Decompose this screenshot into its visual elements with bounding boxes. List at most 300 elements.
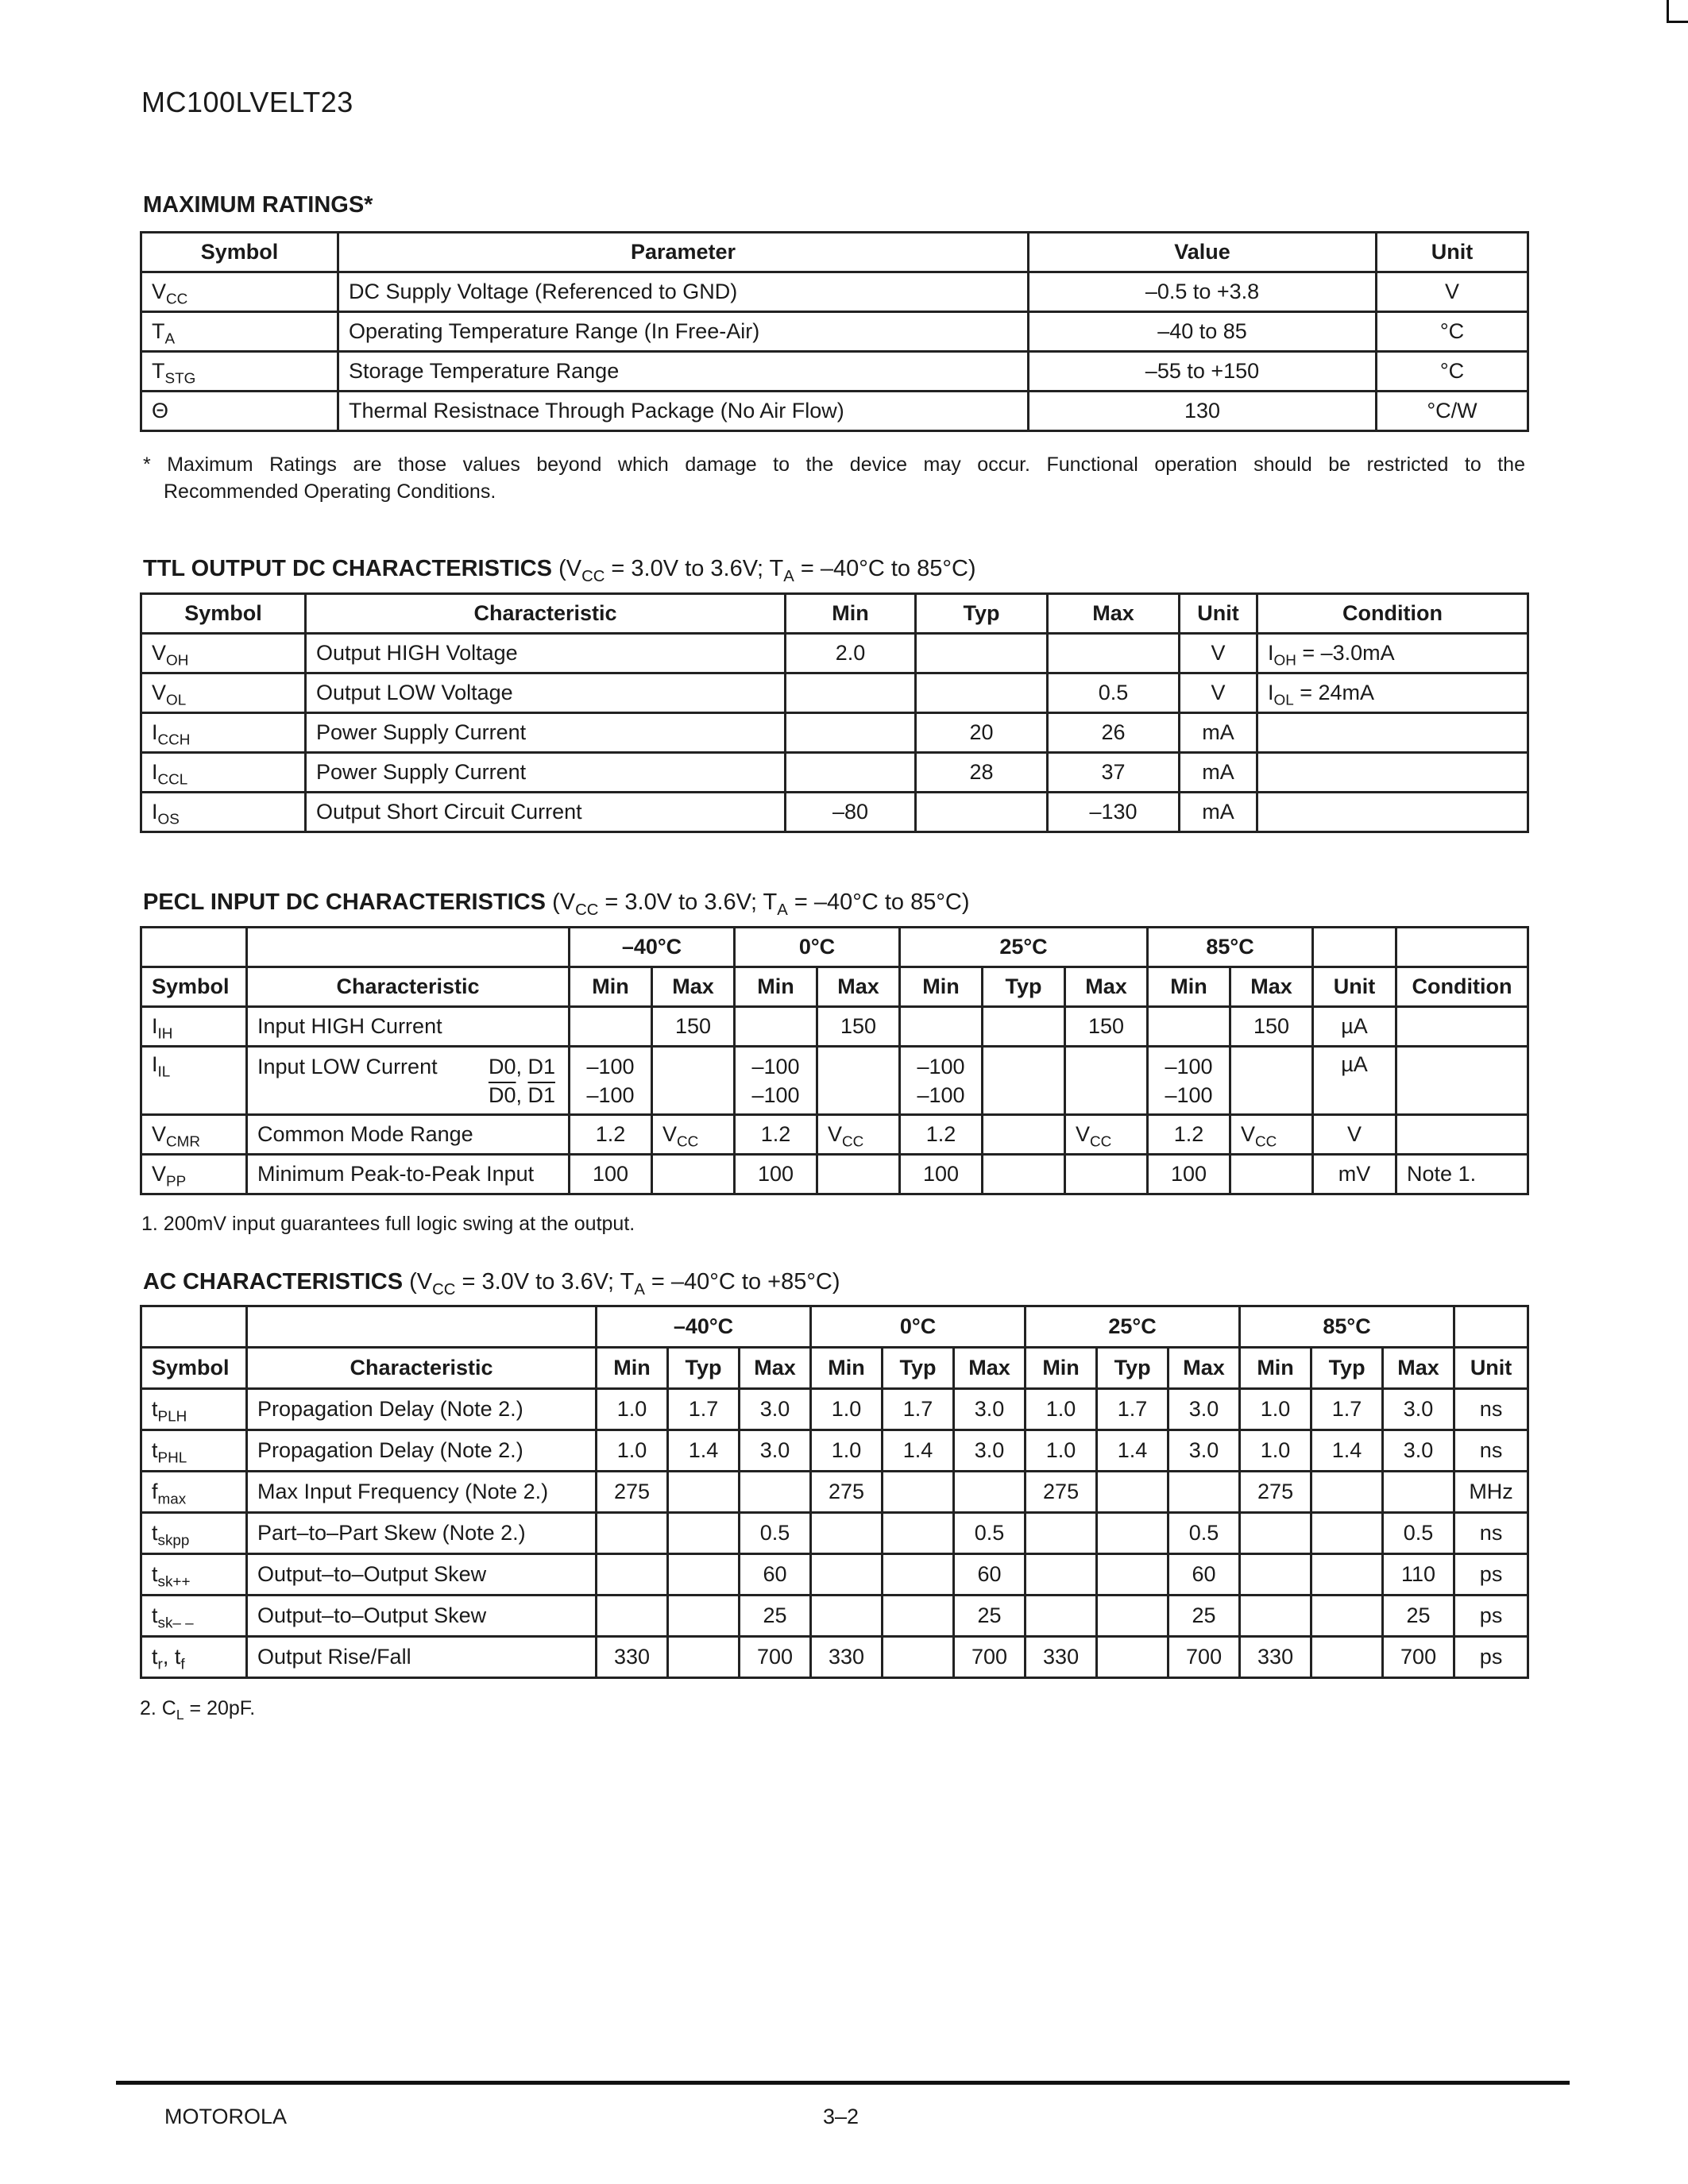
pecl-conditions: ($V_{CC} = 3.0V$ to 3.6V; $T_A = -40^\circ C$ to 85°C) (552, 889, 970, 920)
unit-cell: ns (1454, 1389, 1528, 1430)
unit-cell: mA (1180, 713, 1257, 753)
typ-cell (1311, 1596, 1383, 1637)
table-row (141, 272, 1528, 312)
min-cell: 1.2 (735, 1115, 817, 1155)
symbol-letter: t (152, 1603, 158, 1627)
col-header-min: Min (811, 1348, 883, 1389)
symbol-subscript: STG (164, 370, 196, 388)
col-header-characteristic: Characteristic (247, 967, 570, 1007)
typ-cell (883, 1637, 954, 1678)
unit-cell: mA (1180, 793, 1257, 832)
typ-cell (883, 1596, 954, 1637)
col-header-symbol: Symbol (141, 233, 338, 272)
max-cell: 26 (1048, 713, 1180, 753)
typ-cell: 1.7 (1311, 1389, 1383, 1430)
table-row (141, 1115, 1528, 1155)
table-row (141, 1155, 1528, 1194)
blank-cell (1454, 1306, 1528, 1348)
max-cell: 0.5 (1168, 1513, 1240, 1554)
min-cell: 1.0 (1026, 1389, 1097, 1430)
min-cell (1240, 1596, 1311, 1637)
condition-cell: $I_{OH} = -3.0mA$ (1257, 634, 1528, 673)
col-header-min: Min (597, 1348, 668, 1389)
ac-conditions: ($V_{CC} = 3.0V$ to 3.6V; $T_A = -40^\circ C$ to +85°C) (409, 1269, 840, 1299)
characteristic-cell: Input HIGH Current (247, 1007, 570, 1047)
condition-cell: $I_{OL} = 24mA$ (1257, 673, 1528, 713)
symbol-letter: t (152, 1521, 158, 1545)
symbol-subscript: CC (1090, 1133, 1112, 1151)
max-cell: 0.5 (740, 1513, 811, 1554)
min-cell: 1.0 (811, 1430, 883, 1472)
table-header-row (141, 967, 1528, 1007)
temp-header-row (141, 1306, 1528, 1348)
min-cell: 1.2 (1148, 1115, 1230, 1155)
blank-cell (1396, 928, 1528, 967)
footer-page-number: 3–2 (823, 2105, 859, 2128)
min-cell: 330 (811, 1637, 883, 1678)
max-cell: 150 (817, 1007, 900, 1047)
min-cell (597, 1554, 668, 1596)
symbol-letter: V (152, 1122, 167, 1146)
col-header-max: Max (1048, 594, 1180, 634)
col-header-min: Min (735, 967, 817, 1007)
blank-cell (141, 928, 247, 967)
max-cell: 150 (1065, 1007, 1148, 1047)
symbol-letter: I (152, 800, 158, 824)
unit-cell: V (1180, 673, 1257, 713)
max-cell: 110 (1383, 1554, 1454, 1596)
symbol-subscript: IL (157, 1063, 171, 1081)
min-cell: –80 (786, 793, 916, 832)
col-header-max: Max (1230, 967, 1313, 1007)
col-header-max: Max (652, 967, 735, 1007)
footer-brand: MOTOROLA (164, 2105, 288, 2128)
symbol-cell (141, 713, 306, 753)
table-header-row (141, 233, 1528, 272)
ac-section-title (143, 1269, 840, 1299)
symbol-subscript: CC (677, 1133, 699, 1151)
max-cell (817, 1115, 900, 1155)
symbol-cell (141, 272, 338, 312)
symbol-cell (141, 1596, 247, 1637)
characteristic-cell: Power Supply Current (306, 753, 786, 793)
characteristic-cell: Part–to–Part Skew (Note 2.) (247, 1513, 597, 1554)
min-cell: 1.2 (570, 1115, 652, 1155)
min-cell: 1.0 (1240, 1389, 1311, 1430)
max-cell: 700 (1168, 1637, 1240, 1678)
unit-cell: ps (1454, 1637, 1528, 1678)
col-header-symbol: Symbol (141, 1348, 247, 1389)
min-cell: 275 (1026, 1472, 1097, 1513)
min-cell: 275 (1240, 1472, 1311, 1513)
max-cell (652, 1155, 735, 1194)
blank-cell (141, 1306, 247, 1348)
min-cell (597, 1596, 668, 1637)
min-cell: 330 (1240, 1637, 1311, 1678)
max-cell: 3.0 (740, 1430, 811, 1472)
col-header-unit: Unit (1377, 233, 1528, 272)
col-header-typ: Typ (983, 967, 1065, 1007)
col-header-parameter: Parameter (338, 233, 1029, 272)
condition-cell (1257, 753, 1528, 793)
value-cell: –55 to +150 (1029, 352, 1377, 392)
col-header-min: Min (786, 594, 916, 634)
symbol-letter: T (152, 319, 165, 343)
min-cell: 2.0 (786, 634, 916, 673)
value-cell: 130 (1029, 392, 1377, 431)
temp-header-25: 25°C (900, 928, 1148, 967)
col-header-typ: Typ (1097, 1348, 1168, 1389)
col-header-characteristic: Characteristic (306, 594, 786, 634)
symbol-letter: t (152, 1397, 158, 1421)
condition-cell (1396, 1047, 1528, 1115)
max-cell: 3.0 (954, 1430, 1026, 1472)
col-header-typ: Typ (883, 1348, 954, 1389)
min-cell (786, 673, 916, 713)
characteristic-cell: Output–to–Output Skew (247, 1596, 597, 1637)
symbol-letter: I (152, 1052, 158, 1076)
col-header-condition: Condition (1257, 594, 1528, 634)
temp-header-85: 85°C (1148, 928, 1313, 967)
symbol-subscript: OH (1273, 652, 1296, 669)
blank-cell (247, 1306, 597, 1348)
symbol-letter: Θ (152, 399, 169, 423)
typ-cell (1097, 1637, 1168, 1678)
symbol-subscript: OL (166, 692, 187, 709)
col-header-min: Min (1026, 1348, 1097, 1389)
col-header-unit: Unit (1180, 594, 1257, 634)
max-cell: 25 (954, 1596, 1026, 1637)
typ-cell: 1.4 (1097, 1430, 1168, 1472)
max-cell: 60 (1168, 1554, 1240, 1596)
temp-header-1: 0°C (811, 1306, 1026, 1348)
table-row (141, 753, 1528, 793)
max-ratings-footnote: * Maximum Ratings are those values beyond which damage to the device may occur. Functional operation should be restricted to the (143, 453, 1525, 476)
max-cell (1230, 1155, 1313, 1194)
min-cell (1026, 1513, 1097, 1554)
pecl-title: PECL INPUT DC CHARACTERISTICS (143, 889, 546, 915)
typ-cell: 1.7 (883, 1389, 954, 1430)
typ-cell (883, 1513, 954, 1554)
symbol-cell (141, 392, 338, 431)
symbol-cell (141, 673, 306, 713)
symbol-subscript: OS (157, 811, 180, 828)
symbol-subscript: CC (166, 291, 188, 308)
symbol-cell (141, 1513, 247, 1554)
symbol-subscript: CCL (157, 771, 188, 789)
typ-cell: 1.4 (883, 1430, 954, 1472)
symbol-cell (141, 1047, 247, 1115)
min-cell: 100 (1148, 1155, 1230, 1194)
max-cell: 25 (1383, 1596, 1454, 1637)
min-cell: 1.0 (811, 1389, 883, 1430)
ttl-conditions: ($V_{CC} = 3.0V$ to 3.6V; $T_A = -40^\circ C$ to 85°C) (558, 556, 976, 586)
max-cell: 25 (1168, 1596, 1240, 1637)
symbol-letter: V (662, 1122, 678, 1146)
parameter-cell: Thermal Resistnace Through Package (No Air Flow) (338, 392, 1029, 431)
characteristic-cell: Output HIGH Voltage (306, 634, 786, 673)
typ-cell (916, 673, 1048, 713)
corner-crop-mark (1667, 0, 1688, 23)
symbol-cell (141, 1115, 247, 1155)
min-cell: –100 –100 (735, 1047, 817, 1115)
col-header-unit: Unit (1454, 1348, 1528, 1389)
min-cell: 1.2 (900, 1115, 983, 1155)
symbol-cell (141, 312, 338, 352)
symbol-letter: V (1076, 1122, 1091, 1146)
col-header-min: Min (1240, 1348, 1311, 1389)
typ-cell (1311, 1637, 1383, 1678)
temp-header-2: 25°C (1026, 1306, 1240, 1348)
symbol-subscript: PHL (157, 1449, 187, 1467)
typ-cell (668, 1472, 740, 1513)
min-cell: –100 –100 (900, 1047, 983, 1115)
unit-cell: V (1180, 634, 1257, 673)
col-header-typ: Typ (1311, 1348, 1383, 1389)
typ-cell (883, 1472, 954, 1513)
max-cell (1383, 1472, 1454, 1513)
condition-cell (1257, 793, 1528, 832)
unit-cell: ns (1454, 1513, 1528, 1554)
min-cell: 330 (597, 1637, 668, 1678)
condition-cell (1396, 1007, 1528, 1047)
max-cell: 700 (1383, 1637, 1454, 1678)
symbol-subscript: CMR (166, 1133, 201, 1151)
symbol-letter: t (152, 1562, 158, 1586)
unit-cell: mV (1313, 1155, 1396, 1194)
typ-cell (1311, 1554, 1383, 1596)
characteristic-cell: Output LOW Voltage (306, 673, 786, 713)
ttl-section-title (143, 556, 976, 586)
unit-cell: ns (1454, 1430, 1528, 1472)
table-row (141, 352, 1528, 392)
max-ratings-footnote-2: Recommended Operating Conditions. (164, 480, 496, 503)
table-row (141, 1554, 1528, 1596)
symbol-cell (141, 1389, 247, 1430)
min-cell: 1.0 (597, 1389, 668, 1430)
col-header-max: Max (1065, 967, 1148, 1007)
col-header-symbol: Symbol (141, 967, 247, 1007)
characteristic-cell: Output Short Circuit Current (306, 793, 786, 832)
max-cell: 0.5 (1383, 1513, 1454, 1554)
max-cell: 25 (740, 1596, 811, 1637)
max-cell (1230, 1115, 1313, 1155)
col-header-typ: Typ (668, 1348, 740, 1389)
symbol-cell (141, 1430, 247, 1472)
unit-cell: V (1313, 1115, 1396, 1155)
table-row (141, 1472, 1528, 1513)
min-cell: –100 –100 (570, 1047, 652, 1115)
symbol-cell (141, 1554, 247, 1596)
col-header-min: Min (570, 967, 652, 1007)
symbol-subscript: max (157, 1491, 187, 1508)
part-number-header: MC100LVELT23 (141, 86, 353, 118)
max-cell: 37 (1048, 753, 1180, 793)
temp-header-minus40: –40°C (570, 928, 735, 967)
typ-cell (916, 793, 1048, 832)
col-header-value: Value (1029, 233, 1377, 272)
max-cell: 0.5 (1048, 673, 1180, 713)
symbol-letter: T (152, 359, 165, 383)
max-cell (817, 1047, 900, 1115)
unit-cell: V (1377, 272, 1528, 312)
min-cell (570, 1007, 652, 1047)
table-row (141, 634, 1528, 673)
characteristic-cell: Max Input Frequency (Note 2.) (247, 1472, 597, 1513)
condition-cell: Note 1. (1396, 1155, 1528, 1194)
table-row (141, 713, 1528, 753)
unit-cell: µA (1313, 1007, 1396, 1047)
ac-title: AC CHARACTERISTICS (143, 1269, 404, 1295)
typ-cell (668, 1554, 740, 1596)
symbol-subscript: CCH (157, 731, 191, 749)
table-row (141, 1430, 1528, 1472)
symbol-letter: t (152, 1438, 158, 1462)
value-cell: –40 to 85 (1029, 312, 1377, 352)
min-cell (786, 713, 916, 753)
typ-cell: 1.4 (1311, 1430, 1383, 1472)
max-cell: 150 (652, 1007, 735, 1047)
blank-cell (247, 928, 570, 967)
min-cell (735, 1007, 817, 1047)
max-cell: 60 (954, 1554, 1026, 1596)
max-cell (652, 1047, 735, 1115)
symbol-letter: t (152, 1645, 158, 1669)
min-cell (811, 1554, 883, 1596)
table-header-row (141, 594, 1528, 634)
symbol-letter: V (828, 1122, 843, 1146)
min-cell (786, 753, 916, 793)
typ-cell (1097, 1554, 1168, 1596)
typ-cell: 28 (916, 753, 1048, 793)
symbol-subscript: r (157, 1656, 163, 1673)
typ-cell (668, 1637, 740, 1678)
symbol-letter: I (152, 1014, 158, 1038)
max-cell: 0.5 (954, 1513, 1026, 1554)
characteristic-cell: Propagation Delay (Note 2.) (247, 1389, 597, 1430)
min-cell: 330 (1026, 1637, 1097, 1678)
col-header-max: Max (1383, 1348, 1454, 1389)
typ-cell: 1.7 (668, 1389, 740, 1430)
ac-table (140, 1305, 1529, 1679)
characteristic-cell: Output Rise/Fall (247, 1637, 597, 1678)
typ-cell (1311, 1472, 1383, 1513)
typ-cell (983, 1155, 1065, 1194)
typ-cell (1311, 1513, 1383, 1554)
unit-cell: mA (1180, 753, 1257, 793)
unit-cell: ps (1454, 1596, 1528, 1637)
min-cell: 100 (735, 1155, 817, 1194)
typ-cell (983, 1007, 1065, 1047)
symbol-cell: $t_r$, $t_f$ (141, 1637, 247, 1678)
symbol-letter: I (1268, 641, 1274, 665)
condition-cell (1257, 713, 1528, 753)
typ-cell (668, 1596, 740, 1637)
min-cell (1026, 1596, 1097, 1637)
unit-cell: µA (1313, 1047, 1396, 1115)
characteristic-cell: Common Mode Range (247, 1115, 570, 1155)
pecl-section-title (143, 889, 970, 920)
symbol-subscript: OH (166, 652, 189, 669)
max-cell (954, 1472, 1026, 1513)
ac-footnote: 2. $C_L = 20pF$. (140, 1697, 256, 1723)
symbol-letter: V (152, 280, 167, 303)
parameter-cell: Operating Temperature Range (In Free-Air) (338, 312, 1029, 352)
max-cell (1065, 1115, 1148, 1155)
unit-cell: °C/W (1377, 392, 1528, 431)
col-header-min: Min (1148, 967, 1230, 1007)
min-cell: 275 (811, 1472, 883, 1513)
typ-cell (1097, 1513, 1168, 1554)
max-cell (1230, 1047, 1313, 1115)
symbol-cell (141, 1007, 247, 1047)
symbol-subscript: skpp (157, 1532, 190, 1549)
unit-cell: MHz (1454, 1472, 1528, 1513)
max-cell: 150 (1230, 1007, 1313, 1047)
symbol-subscript: OL (1273, 692, 1294, 709)
symbol-subscript: PP (166, 1173, 187, 1190)
min-cell (900, 1007, 983, 1047)
symbol-letter: I (1268, 681, 1274, 704)
characteristic-cell: Input LOW Current D0, D1 D0, D1 (247, 1047, 570, 1115)
typ-cell (916, 634, 1048, 673)
table-row (141, 1047, 1528, 1115)
max-ratings-table (140, 231, 1529, 432)
min-cell (597, 1513, 668, 1554)
max-cell: 3.0 (1168, 1430, 1240, 1472)
symbol-letter: V (152, 681, 167, 704)
max-cell (740, 1472, 811, 1513)
symbol-cell (141, 634, 306, 673)
symbol-subscript: sk– – (157, 1615, 194, 1632)
parameter-cell: Storage Temperature Range (338, 352, 1029, 392)
max-cell: 3.0 (954, 1389, 1026, 1430)
min-cell: 1.0 (597, 1430, 668, 1472)
col-header-condition: Condition (1396, 967, 1528, 1007)
symbol-cell (141, 352, 338, 392)
table-row (141, 392, 1528, 431)
table-row (141, 1596, 1528, 1637)
min-cell (811, 1513, 883, 1554)
temp-header-0: 0°C (735, 928, 900, 967)
col-header-unit: Unit (1313, 967, 1396, 1007)
col-header-max: Max (817, 967, 900, 1007)
typ-cell (1097, 1596, 1168, 1637)
unit-cell: °C (1377, 352, 1528, 392)
symbol-letter: V (1241, 1122, 1256, 1146)
ttl-title: TTL OUTPUT DC CHARACTERISTICS (143, 556, 553, 581)
pecl-footnote: 1. 200mV input guarantees full logic swing at the output. (141, 1213, 635, 1235)
max-cell (1065, 1047, 1148, 1115)
table-row (141, 1637, 1528, 1678)
symbol-letter: V (152, 641, 167, 665)
max-cell (1048, 634, 1180, 673)
typ-cell (668, 1513, 740, 1554)
col-header-max: Max (954, 1348, 1026, 1389)
col-header-max: Max (740, 1348, 811, 1389)
unit-cell: ps (1454, 1554, 1528, 1596)
symbol-letter: f (152, 1480, 158, 1503)
max-cell: 3.0 (1168, 1389, 1240, 1430)
max-cell: 3.0 (1383, 1389, 1454, 1430)
typ-cell: 1.4 (668, 1430, 740, 1472)
max-cell: 3.0 (1383, 1430, 1454, 1472)
parameter-cell: DC Supply Voltage (Referenced to GND) (338, 272, 1029, 312)
symbol-letter: I (152, 760, 158, 784)
col-header-max: Max (1168, 1348, 1240, 1389)
table-row (141, 673, 1528, 713)
col-header-typ: Typ (916, 594, 1048, 634)
